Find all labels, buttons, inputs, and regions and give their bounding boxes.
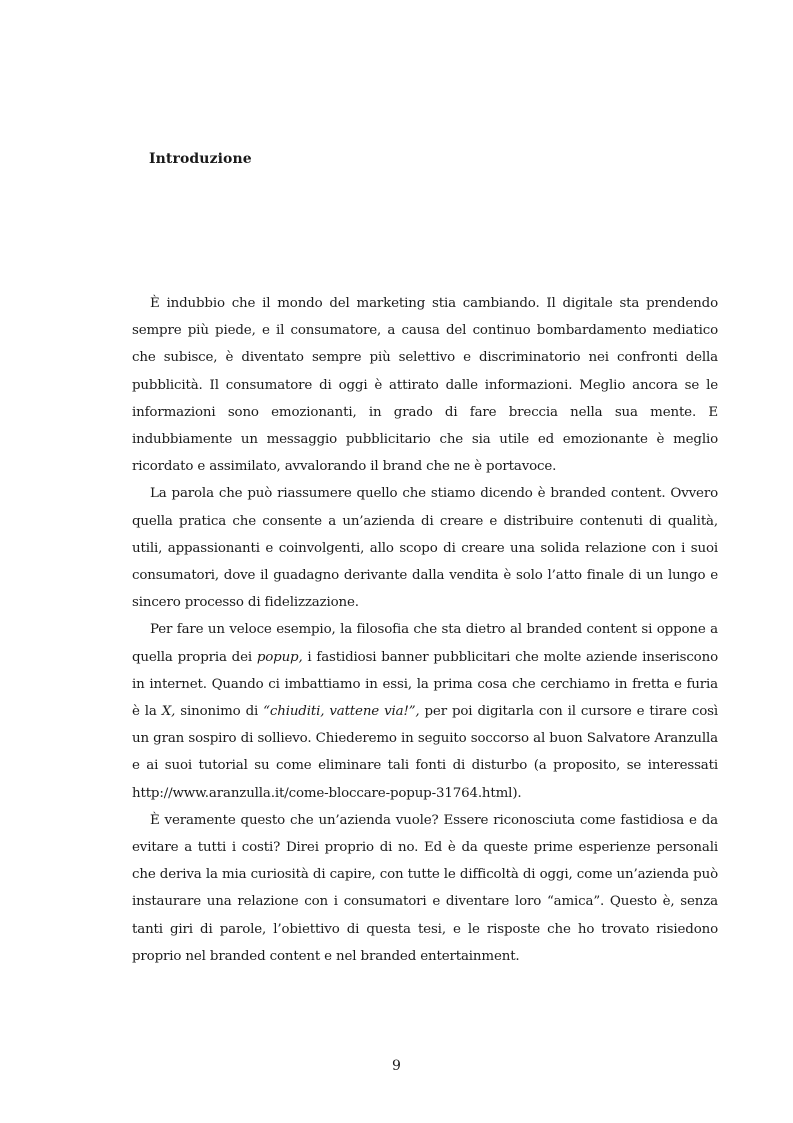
paragraph-3-text-b: i fastidiosi banner pubblicitari che molte aziende inseriscono in internet. Quando ci imbattiamo in essi, la prima cosa che cerchiamo in fretta e furia è la [132,649,718,720]
chapter-heading: Introduzione [149,151,252,167]
quoted-phrase: “chiuditi, vattene via!”, [263,704,420,720]
paragraph-3-text-a: Per fare un veloce esempio, la filosofia che sta dietro al branded content si oppone a quella propria dei [132,622,718,665]
paragraph-3-text-d: per poi digitarla con il cursore e tirare così un gran sospiro di sollievo. Chiederemo in seguito soccorso al buon Salvatore Aranzulla e ai suoi tutorial su come eliminare tali fonti di disturbo (a proposito, se interessati http://www.aranzulla.it/come-bloccare-popup-31764.html). [132,704,718,801]
paragraph-3 [132,616,718,806]
popup-term: popup, [256,649,303,665]
paragraph-3-text-c: sinonimo di [175,704,264,720]
paragraph-2: La parola che può riassumere quello che stiamo dicendo è branded content. Ovvero quella pratica che consente a un’azienda di creare e distribuire contenuti di qualità, utili, appassionanti e coinvolgenti, allo scopo di creare una solida relazione con i suoi consumatori, dove il guadagno derivante dalla vendita è solo l’atto finale di un lungo e sincero processo di fidelizzazione. [132,486,718,611]
paragraph-4: È veramente questo che un’azienda vuole? Essere riconosciuta come fastidiosa e da evitare a tutti i costi? Direi proprio di no. Ed è da queste prime esperienze personali che deriva la mia curiosità di capire, con tutte le difficoltà di oggi, come un’azienda può instaurare una relazione con i consumatori e diventare loro “amica”. Questo è, senza tanti giri di parole, l’obiettivo di questa tesi, e le risposte che ho trovato risiedono proprio nel branded content e nel branded entertainment. [132,812,718,964]
paragraph-1: È indubbio che il mondo del marketing stia cambiando. Il digitale sta prendendo sempre più piede, e il consumatore, a causa del continuo bombardamento mediatico che subisce, è diventato sempre più selettivo e discriminatorio nei confronti della pubblicità. Il consumatore di oggi è attirato dalle informazioni. Meglio ancora se le informazioni sono emozionanti, in grado di fare breccia nella sua mente. E indubbiamente un messaggio pubblicitario che sia utile ed emozionante è meglio ricordato e assimilato, avvalorando il brand che ne è portavoce. [132,296,718,475]
x-term: X, [161,704,176,720]
body-text [132,290,718,970]
page-number: 9 [392,1058,401,1074]
